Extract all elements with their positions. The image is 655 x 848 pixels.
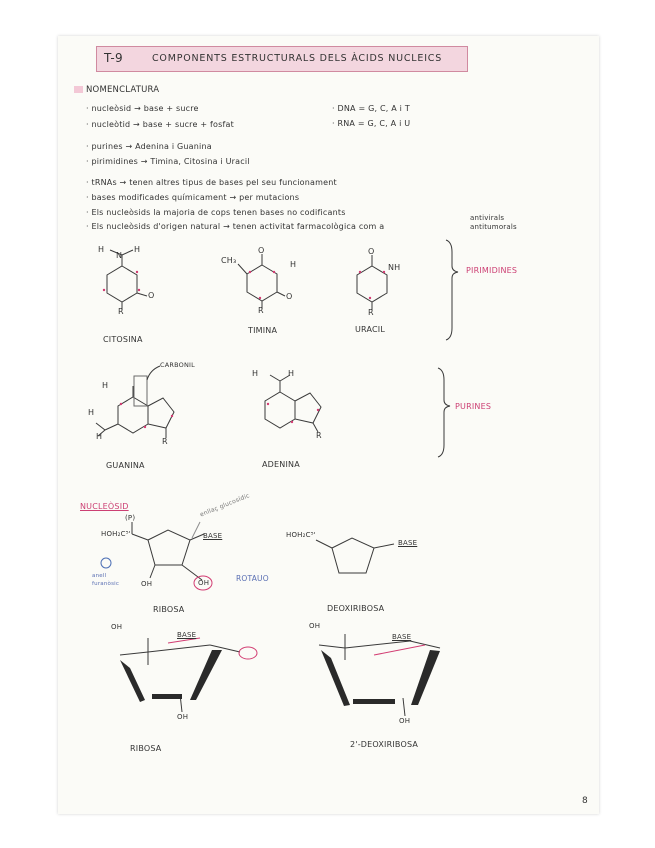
uracil-ring	[357, 266, 387, 302]
uracil-o: O	[368, 247, 375, 256]
furanose-note-1: anell	[92, 573, 107, 579]
timina-o: O	[286, 292, 293, 301]
uracil-nh: NH	[388, 263, 401, 272]
line-nucleosids-majoria: · Els nucleòsids la majoria de cops tenen bases no codificants	[86, 208, 346, 217]
nucleosid-hoh2c: HOH₂C⁵'	[101, 530, 131, 538]
line-nucleotid: · nucleòtid → base + sucre + fosfat	[86, 120, 234, 129]
line-nucleosid: · nucleòsid → base + sucre	[86, 104, 199, 113]
citosina-caption: CITOSINA	[103, 335, 143, 344]
note-antitumorals: antitumorals	[470, 223, 517, 231]
timina-ring	[247, 265, 277, 301]
enllac-label: enllaç glucosídic	[199, 492, 251, 519]
pirimidines-bracket	[446, 240, 458, 340]
adenina-h-right: H	[288, 369, 295, 378]
haworth-deoxy-caption: 2'-DEOXIRIBOSA	[350, 740, 419, 749]
haworth-ribose-oh-bottom: OH	[177, 713, 189, 721]
citosina-ring	[107, 266, 137, 302]
haworth-ribose-oh-top: OH	[111, 623, 123, 631]
page-number: 8	[582, 796, 588, 806]
furanose-note-2: furanòsic	[92, 581, 120, 587]
haworth-ribose-caption: RIBOSA	[130, 744, 162, 753]
hidroxil-note: ROTAUO	[236, 574, 269, 583]
ribose-caption: RIBOSA	[153, 605, 185, 614]
line-pirimidines: · pirimidines → Timina, Citosina i Uracil	[86, 157, 250, 166]
nucleosid-base: BASE	[203, 532, 223, 540]
guanina-caption: GUANINA	[106, 461, 145, 470]
ribose-ring	[148, 530, 190, 565]
guanina-h-left: H	[88, 408, 95, 417]
adenina-ring6	[265, 392, 295, 428]
citosina-h-right: H	[134, 245, 141, 254]
adenina-r: R	[316, 431, 322, 440]
section-heading: NOMENCLATURA	[86, 85, 160, 95]
adenina-h-left: H	[252, 369, 259, 378]
ribose-bottom-bold	[152, 694, 182, 699]
nucleosid-oh-right: OH	[198, 579, 210, 587]
citosina-h-left: H	[98, 245, 105, 254]
deoxy-right-wedge	[411, 650, 440, 705]
haworth-ribose-base: BASE	[177, 631, 197, 639]
furanose-icon	[101, 558, 111, 568]
guanina-h-bottom: H	[96, 432, 103, 441]
citosina-n: N	[116, 251, 123, 260]
oh-circle-haworth	[239, 647, 257, 659]
citosina-o: O	[148, 291, 155, 300]
nucleosid-p: (P)	[125, 514, 136, 522]
timina-caption: TIMINA	[248, 326, 278, 335]
haworth-deoxy-base: BASE	[392, 633, 412, 641]
guanina-r: R	[162, 437, 168, 446]
timina-ch3: CH₃	[221, 256, 237, 265]
purines-label: PURINES	[455, 402, 492, 411]
page-title: COMPONENTS ESTRUCTURALS DELS ÀCIDS NUCLEICS	[152, 53, 443, 64]
adenina-ring5	[295, 393, 321, 423]
line-bases-modificades: · bases modificades químicament → per mutacions	[86, 193, 300, 202]
adenina-caption: ADENINA	[262, 460, 300, 469]
deoxy-left-wedge	[321, 650, 350, 706]
title-code: T-9	[104, 51, 123, 65]
line-rna: · RNA = G, C, A i U	[332, 119, 411, 128]
haworth-deoxy-oh-bottom: OH	[399, 717, 411, 725]
uracil-caption: URACIL	[355, 325, 386, 334]
line-origen-natural: · Els nucleòsids d'origen natural → tenen activitat farmacològica com a	[86, 222, 385, 231]
carbonil-label: CARBONIL	[160, 361, 195, 369]
line-dna: · DNA = G, C, A i T	[332, 104, 410, 113]
note-antivirals: antivirals	[470, 214, 505, 222]
line-trnas: · tRNAs → tenen altres tipus de bases pel seu funcionament	[86, 178, 337, 187]
ribose-right-wedge	[190, 650, 222, 700]
guanina-h-top: H	[102, 381, 109, 390]
nucleosid-oh-left: OH	[141, 580, 153, 588]
timina-h: H	[290, 260, 297, 269]
timina-o-top: O	[258, 246, 265, 255]
line-purines: · purines → Adenina i Guanina	[86, 142, 212, 151]
nucleosid-heading: NUCLEÒSID	[80, 502, 129, 511]
citosina-r: R	[118, 307, 124, 316]
deoxy-hoh2c: HOH₂C⁵'	[286, 531, 316, 539]
ribose-left-wedge	[120, 660, 145, 702]
timina-r: R	[258, 306, 264, 315]
uracil-r: R	[368, 308, 374, 317]
guanina-ring6	[118, 397, 148, 433]
purines-bracket	[438, 368, 450, 457]
deoxy-base: BASE	[398, 539, 418, 547]
pirimidines-label: PIRIMIDINES	[466, 266, 518, 275]
deoxy-caption: DEOXIRIBOSA	[327, 604, 385, 613]
guanina-ring5	[148, 398, 174, 428]
deoxy-bottom-bold	[353, 699, 395, 704]
haworth-deoxy-oh-top: OH	[309, 622, 321, 630]
deoxyribose-ring	[332, 538, 374, 573]
